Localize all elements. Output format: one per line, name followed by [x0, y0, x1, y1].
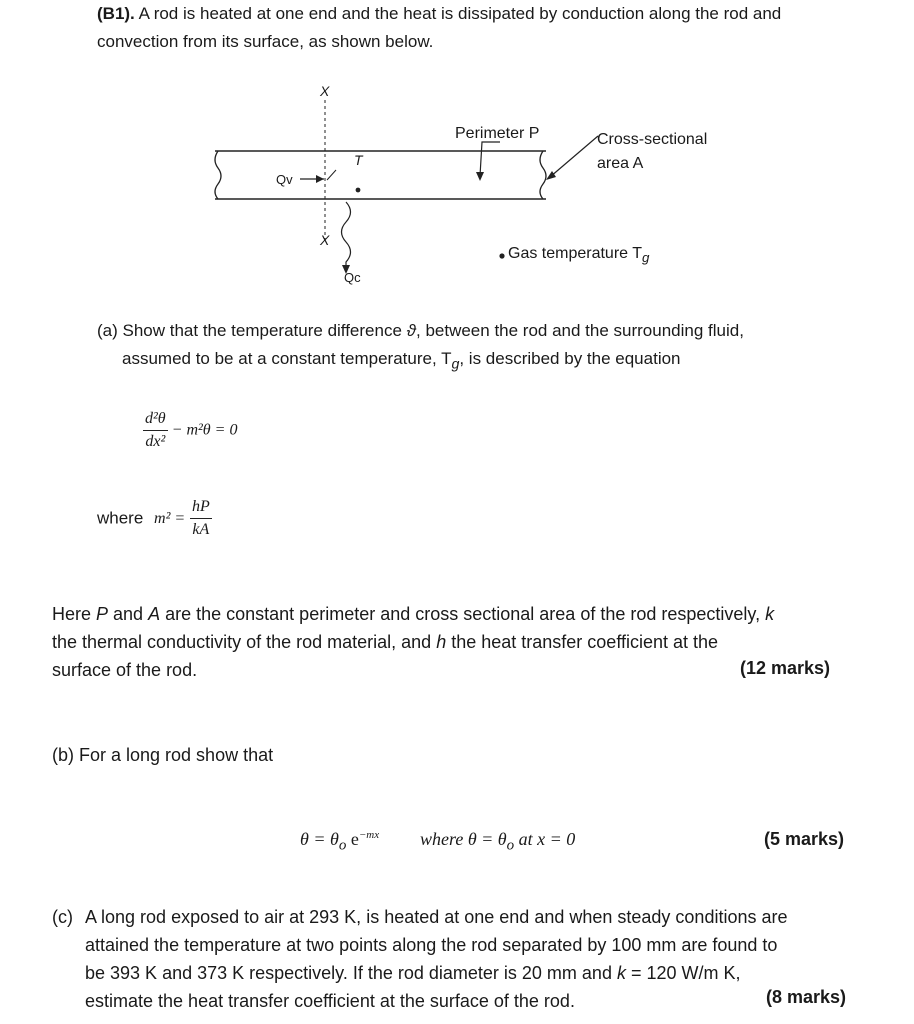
rod-left-end [215, 151, 221, 199]
x-bottom-label: X [320, 232, 330, 248]
gas-temperature-label: Gas temperature $T_g$ [508, 245, 650, 266]
cross-section-label [597, 128, 707, 176]
b1-label: (B1). [97, 4, 135, 23]
cross-section-line-1: Cross-sectional [597, 131, 708, 148]
part-c-text [85, 903, 875, 1015]
cross-section-line-2: area A [597, 155, 644, 172]
part-b-condition: where $\theta = \theta_o$ at x = 0 [420, 829, 576, 854]
t-label: T [354, 152, 363, 168]
explain-line-2: the thermal conductivity of the rod material, and h the heat transfer coefficient at the [52, 632, 719, 652]
part-c-line-1: A long rod exposed to air at 293 K, is heated at one end and when steady conditions are [85, 907, 788, 927]
qc-wavy-arrow [342, 202, 351, 270]
x-top-label: X [320, 83, 330, 99]
perimeter-label: Perimeter P [455, 125, 540, 142]
where-equation: where m² = $\frac{hP}{kA}$ [97, 498, 210, 538]
part-b-equation: $\theta = \theta_o$ $e^{-mx}$ [300, 829, 380, 854]
cross-section-arrowhead [546, 171, 556, 180]
t-arrow [327, 170, 336, 180]
part-a-intro [97, 317, 897, 378]
perimeter-arrow [480, 142, 500, 176]
part-a-marks: (12 marks) [740, 658, 831, 678]
where-fraction: $\frac{hP}{kA}$ [191, 498, 210, 538]
part-c-line-2: attained the temperature at two points along the rod separated by 100 mm are found to [85, 935, 778, 955]
part-a-explanation [52, 600, 852, 684]
part-a-line-1: (a) Show that the temperature difference ϑ, between the rod and the surrounding fluid, [97, 321, 744, 340]
perimeter-arrowhead [476, 172, 484, 181]
explain-line-1: Here P and A are the constant perimeter and cross sectional area of the rod respectively, k [52, 604, 775, 624]
b1-line-2: convection from its surface, as shown below. [97, 32, 434, 51]
b1-intro [97, 0, 897, 56]
part-a-line-2: assumed to be at a constant temperature, $T_g$, is described by the equation [122, 349, 681, 373]
part-b-intro: (b) For a long rod show that [52, 745, 274, 765]
main-equation [143, 409, 237, 452]
qv-arrowhead [316, 175, 324, 183]
rod-right-end [540, 151, 546, 199]
qv-label: Qv [276, 172, 293, 187]
b1-line-1: (B1). A rod is heated at one end and the heat is dissipated by conduction along the rod and [97, 4, 782, 23]
part-c-label: (c) [52, 907, 73, 927]
rod-point-dot [356, 188, 361, 193]
gas-dot [499, 253, 504, 258]
equation-rest: − m²θ = 0 [171, 421, 238, 439]
part-c-marks: (8 marks) [766, 987, 847, 1007]
explain-line-3: surface of the rod. [52, 660, 198, 680]
equation-fraction: $\frac{\text{d²θ}}{\text{dx²}}$ [145, 410, 166, 450]
part-b-marks: (5 marks) [764, 829, 845, 849]
qc-label: Qc [344, 270, 361, 285]
part-c-line-3: be 393 K and 373 K respectively. If the rod diameter is 20 mm and k = 120 W/m K, [85, 963, 741, 983]
part-c-line-4: estimate the heat transfer coefficient at the surface of the rod. [85, 991, 575, 1011]
cross-section-leader [550, 136, 598, 177]
